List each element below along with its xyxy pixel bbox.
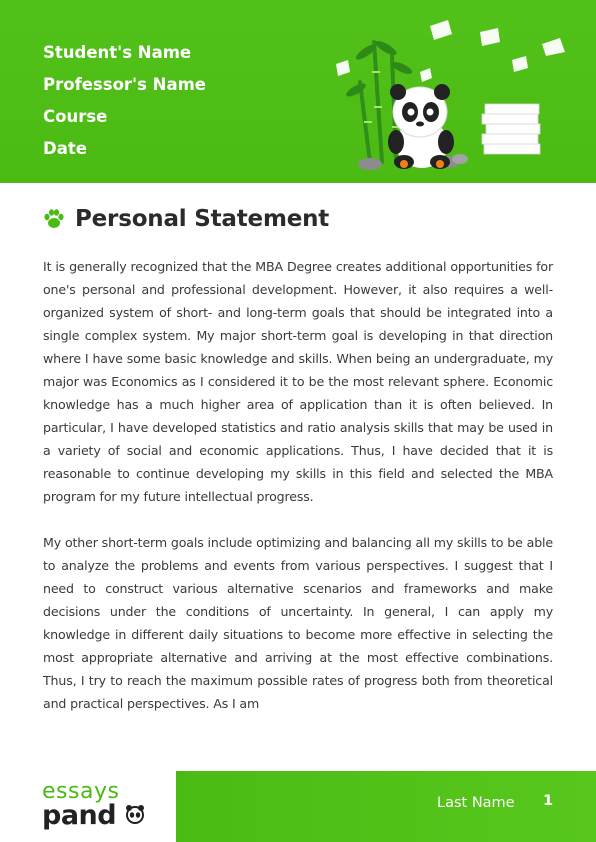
professor-name: Professor's Name [43,75,206,94]
document-body [43,255,553,715]
student-name: Student's Name [43,43,192,62]
paw-icon [43,208,65,230]
footer-logo [0,771,176,842]
paragraph: It is generally recognized that the MBA Degree creates additional opportunities for one's personal and professional development. However, it also requires a well-organized system of short- and long-term goals that should be integrated into a single complex system. My major short-term goal is developing in that direction where I have some basic knowledge and skills. When being an undergraduate, my major was Economics as I considered it to be the most relevant sphere. Economic knowledge has a much higher area of application than it is often believed. In particular, I have developed statistics and ratio analysis skills that may be used in a variety of social and economic applications. Thus, I have decided that it is reasonable to continue developing my skills in this field and selected the MBA program for my future intellectual progress. [43,259,553,504]
panda-logo-icon [125,804,145,824]
footer-last-name: Last Name [437,795,515,811]
paragraph: My other short-term goals include optimizing and balancing all my skills to be able to analyze the problems and events from various perspectives. I suggest that I need to construct various alternative scenarios and frameworks and make decisions under the conditions of uncertainty. In general, I can apply my knowledge in different daily situations to become more effective in selecting the most appropriate alternative and arriving at the most effective combinations. Thus, I try to reach the maximum possible rates of progress both from theoretical and practical perspectives. As I am [43,535,553,711]
header-meta [43,41,206,169]
course-name: Course [43,107,108,126]
panda-illustration [330,12,596,183]
document-title: Personal Statement [75,206,330,232]
title-row [43,206,329,232]
logo-text-bottom: pand [42,800,117,831]
header-band [0,0,596,183]
panda-figure [388,84,454,169]
date: Date [43,139,87,158]
footer [0,771,596,842]
logo-text-top: essays [42,779,120,804]
paper-stack-illustration [482,104,540,154]
footer-band [176,771,596,842]
page-number: 1 [543,793,554,809]
